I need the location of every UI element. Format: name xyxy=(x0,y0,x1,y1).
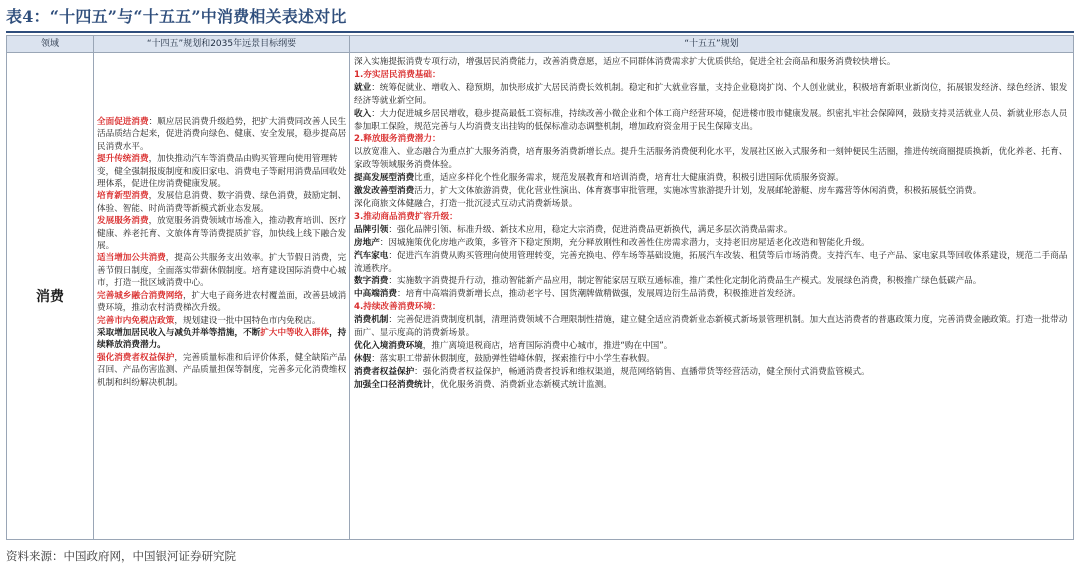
item-keyword: 优化入境消费环境 xyxy=(354,340,423,351)
title-underline xyxy=(6,31,1074,33)
section-heading xyxy=(354,69,1070,82)
fourteenth-plan-item xyxy=(97,352,347,389)
item-text: ：促进汽车消费从购买管理向使用管理转变，完善充换电、停车场等基础设施，拓展汽车改装、租赁等后市场消费。支持汽车、电子产品、家电家具等回收体系建设，规范二手商品流通秩序。 xyxy=(354,250,1068,274)
fourteenth-plan-item xyxy=(97,153,347,190)
fourteenth-plan-item xyxy=(97,315,347,327)
item-text: ：培育中高端消费新增长点，推动老字号、国货潮牌做精做强，发展周边衍生品消费，积极推进首发经济。 xyxy=(396,289,801,300)
fifteenth-plan-item xyxy=(354,237,1070,250)
item-highlight: 完善城乡融合消费网络 xyxy=(97,290,183,301)
item-lead-text: 采取增加居民收入与减负并举等措施，不断 xyxy=(97,327,261,338)
item-highlight: 扩大中等收入群体 xyxy=(260,327,330,338)
item-highlight: 全面促进消费 xyxy=(97,117,149,127)
column-divider xyxy=(349,36,350,539)
item-highlight: 强化消费者权益保护 xyxy=(97,352,175,363)
fifteenth-plan-item xyxy=(354,353,1070,366)
item-text: 深化商旅文体健融合，打造一批沉浸式互动式消费新场景。 xyxy=(354,198,578,209)
item-keyword: 就业 xyxy=(354,82,372,93)
item-text: 活力，扩大文体旅游消费，优化营业性演出、体育赛事审批管理，实施冰雪旅游提升计划，发展邮轮游艇、房车露营等休闲消费，积极拓展低空消费。 xyxy=(414,186,982,197)
comparison-table xyxy=(6,35,1074,540)
item-keyword: 品牌引领 xyxy=(354,224,389,235)
item-text: ：因城施策优化房地产政策，多管齐下稳定预期，充分释放刚性和改善性住房需求潜力，支持老旧房屋适老化改造和智能化升级。 xyxy=(379,237,870,248)
fifteenth-intro: 深入实施提振消费专项行动，增强居民消费能力，改善消费意愿，适应不同群体消费需求扩大优质供给，促进全社会商品和服务消费较快增长。 xyxy=(354,57,896,67)
fifteenth-plan-item xyxy=(354,288,1070,301)
item-text: ：强化品牌引领、标准升级、新技术应用，稳定大宗消费，促进消费品更新换代，满足多层次消费品需求。 xyxy=(388,224,793,235)
item-keyword: 加强全口径消费统计 xyxy=(354,379,432,390)
section-heading-text: 2.释放服务消费潜力： xyxy=(354,134,441,145)
item-text: ：落实职工带薪休假制度，鼓励弹性错峰休假，探索推行中小学生春秋假。 xyxy=(371,353,655,364)
section-heading xyxy=(354,211,1070,224)
item-keyword: 消费者权益保护 xyxy=(354,366,415,377)
item-keyword: 休假 xyxy=(354,353,372,364)
item-text: ：顺应居民消费升级趋势，把扩大消费同改善人民生活品质结合起来，促进消费向绿色、健康、安全发展，稳步提高居民消费水平。 xyxy=(97,117,347,152)
item-text: ，规划建设一批中国特色市内免税店。 xyxy=(174,315,321,326)
item-text: ：统筹促就业、增收入、稳预期，加快形成扩大居民消费长效机制。稳定和扩大就业容量，支持企业稳岗扩岗、个人创业就业，积极培育新职业新岗位，拓展银发经济、绿色经济、银发经济等就业新空间。 xyxy=(354,82,1068,106)
fifteenth-plan-item xyxy=(354,340,1070,353)
fifteenth-plan-item xyxy=(354,108,1070,134)
section-heading-text: 4.持续改善消费环境： xyxy=(354,302,441,313)
item-text: ，发展信息消费、数字消费、绿色消费，鼓励定制、体验、智能、时尚消费等新模式新业态发展。 xyxy=(97,191,347,214)
column-divider xyxy=(93,36,94,539)
item-highlight: 提升传统消费 xyxy=(97,154,149,165)
header-15th-plan: “十五五”规划 xyxy=(684,39,739,49)
item-text: ，扩大电子商务进农村覆盖面，改善县域消费环境，推动农村消费梯次升级。 xyxy=(97,290,347,314)
header-domain: 领域 xyxy=(40,39,59,49)
fifteenth-plan-item xyxy=(354,82,1070,108)
item-highlight: 适当增加公共消费 xyxy=(97,253,166,264)
fifteenth-plan-cell xyxy=(354,56,1070,392)
fifteenth-plan-item xyxy=(354,314,1070,340)
item-text: ：大力促进城乡居民增收，稳步提高最低工资标准，持续改善小微企业和个体工商户经营环境，促进楼市股市健康发展。织密扎牢社会保障网，鼓励支持灵活就业人员、新就业形态人员参加职工保险，规范完善与人均消费支出挂钩的低保标准动态调整机制，增加政府资金用于民生保障支出。 xyxy=(354,108,1068,132)
fifteenth-plan-item xyxy=(354,146,1070,172)
item-highlight: 培育新型消费 xyxy=(97,191,149,202)
item-text: ，持续释放消费潜力。 xyxy=(97,327,347,351)
source-note: 资料来源：中国政府网，中国银河证券研究院 xyxy=(6,549,236,563)
fifteenth-plan-item xyxy=(354,224,1070,237)
fifteenth-plan-item xyxy=(354,185,1070,198)
fifteenth-plan-item xyxy=(354,198,1070,211)
fourteenth-plan-item xyxy=(97,116,347,153)
item-highlight: 发展服务消费 xyxy=(97,216,149,227)
item-keyword: 提高发展型消费 xyxy=(354,173,415,184)
section-heading-text: 1.夯实居民消费基础： xyxy=(354,69,441,80)
item-text: ，提高公共服务支出效率。扩大节假日消费，完善节假日制度，全面落实带薪休假制度。培育建设国际消费中心城市，打造一批区域消费中心。 xyxy=(97,253,347,289)
item-text: ：实施数字消费提升行动，推动智能新产品应用，制定智能家居互联互通标准，推广柔性化定制化消费品生产模式。发展绿色消费，积极推广绿色低碳产品。 xyxy=(388,276,982,287)
domain-cell: 消费 xyxy=(36,289,64,305)
section-heading-text: 3.推动商品消费扩容升级： xyxy=(354,211,458,222)
header-14th-plan: “十四五”规划和2035年远景目标纲要 xyxy=(146,39,297,49)
item-keyword: 房地产 xyxy=(354,237,380,248)
item-text: ，优化服务消费、消费新业态新模式统计监测。 xyxy=(431,379,612,390)
item-keyword: 消费机制 xyxy=(354,315,389,326)
item-keyword: 数字消费 xyxy=(354,276,389,287)
fourteenth-plan-item xyxy=(97,252,347,289)
item-text: ，放宽服务消费领域市场准入，推动教育培训、医疗健康、养老托育、文旅体育等消费提质扩容，加快线上线下融合发展。 xyxy=(97,216,347,252)
fourteenth-plan-item xyxy=(97,190,347,215)
table-title: 表4：“十四五”与“十五五”中消费相关表述对比 xyxy=(6,7,347,26)
item-text: 以放宽准入、业态融合为重点扩大服务消费，培育服务消费新增长点。提升生活服务消费便利化水平，发展社区嵌入式服务和一刻钟便民生活圈，推进传统商圈提质换新，优化养老、托育、家政等领域服务消费体验。 xyxy=(354,147,1068,171)
section-heading xyxy=(354,301,1070,314)
item-text: ，推广离境退税商店，培育国际消费中心城市，推进“购在中国”。 xyxy=(422,340,673,351)
item-text: ：完善促进消费制度机制，清理消费领域不合理限制性措施，建立健全适应消费新业态新模式新场景管理机制。加大直达消费者的普惠政策力度，完善消费金融政策。打造一批带动面广、显示度高的消费新场景。 xyxy=(354,315,1068,339)
item-keyword: 中高端消费 xyxy=(354,289,397,300)
fourteenth-plan-item xyxy=(97,327,347,352)
item-keyword: 收入 xyxy=(354,108,372,119)
item-text: ：强化消费者权益保护，畅通消费者投诉和维权渠道，规范网络销售、直播带货等经营活动，健全预付式消费监管模式。 xyxy=(414,366,870,377)
fifteenth-plan-item xyxy=(354,366,1070,379)
fifteenth-plan-item xyxy=(354,172,1070,185)
fifteenth-plan-item xyxy=(354,379,1070,392)
fifteenth-plan-item xyxy=(354,250,1070,276)
item-highlight: 完善市内免税店政策 xyxy=(97,315,175,326)
table-header xyxy=(7,36,1073,53)
section-heading xyxy=(354,133,1070,146)
fourteenth-plan-cell xyxy=(97,116,347,389)
fourteenth-plan-item xyxy=(97,215,347,252)
item-text: ，完善质量标准和后评价体系，健全缺陷产品召回、产品伤害监测、产品质量担保等制度，完善多元化消费维权机制和纠纷解决机制。 xyxy=(97,352,347,388)
item-text: 比重，适应多样化个性化服务需求，规范发展教育和培训消费，培育壮大健康消费，积极引进国际优质服务资源。 xyxy=(414,173,844,184)
item-keyword: 汽车家电 xyxy=(354,250,389,261)
item-keyword: 激发改善型消费 xyxy=(354,186,415,197)
item-text: ，加快推动汽车等消费品由购买管理向使用管理转变，健全强制报废制度和废旧家电、消费电子等耐用消费品回收处理体系，促进住房消费健康发展。 xyxy=(97,154,347,190)
fifteenth-plan-item xyxy=(354,275,1070,288)
fourteenth-plan-item xyxy=(97,290,347,315)
